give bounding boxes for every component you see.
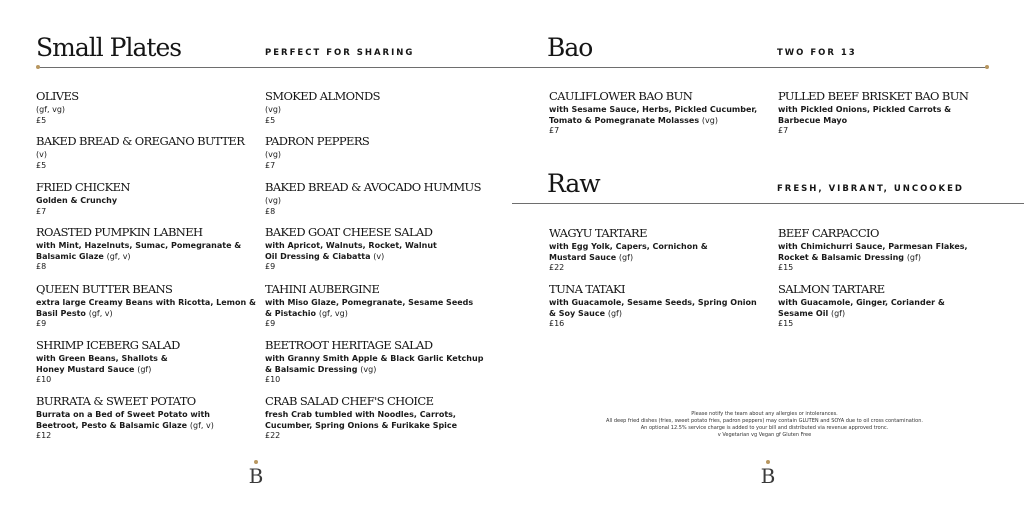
item-name: QUEEN BUTTER BEANS: [36, 282, 173, 296]
item-description: with Guacamole, Ginger, Coriander & Sesame Oil (gf): [778, 298, 945, 318]
item-price: £5: [265, 115, 276, 125]
item-name: WAGYU TARTARE: [549, 226, 647, 240]
footnote-line: All deep fried dishes (fries, sweet potato fries, padron peppers) may contain GLUTEN and SOYA due to oil cross contamination.: [606, 418, 923, 424]
bao-subtitle: TWO FOR 13: [777, 48, 857, 58]
raw-subtitle: FRESH, VIBRANT, UNCOOKED: [777, 184, 964, 194]
bao-title: Bao: [547, 33, 593, 62]
item-price: £16: [549, 319, 565, 328]
item-name: SHRIMP ICEBERG SALAD: [36, 338, 180, 352]
item-name: BAKED BREAD & AVOCADO HUMMUS: [265, 180, 481, 194]
menu-item: [265, 135, 505, 171]
menu-item: [36, 181, 276, 217]
brand-logo: [246, 460, 266, 490]
menu-item: [549, 227, 789, 274]
item-tags: (vg): [265, 196, 282, 205]
small-plates-rule: [38, 67, 512, 68]
raw-title: Raw: [547, 169, 600, 198]
item-description: Burrata on a Bed of Sweet Potato with Beetroot, Pesto & Balsamic Glaze (gf, v): [36, 410, 214, 430]
item-description: Golden & Crunchy: [36, 196, 118, 205]
item-price: £9: [36, 319, 47, 328]
item-tags: (vg): [265, 150, 282, 159]
brand-logo: [758, 460, 778, 490]
menu-item: [778, 90, 1018, 137]
item-name: FRIED CHICKEN: [36, 180, 130, 194]
item-price: £8: [265, 206, 276, 216]
rule-dot: [36, 65, 40, 69]
item-description: with Egg Yolk, Capers, Cornichon & Mustard Sauce (gf): [549, 242, 708, 262]
item-tags: (v): [36, 150, 47, 159]
menu-item: [778, 283, 1018, 330]
item-price: £7: [36, 206, 47, 216]
item-price: £22: [265, 431, 281, 440]
item-price: £10: [265, 375, 281, 384]
item-price: £8: [36, 262, 47, 271]
item-price: £7: [549, 126, 560, 135]
item-name: BAKED GOAT CHEESE SALAD: [265, 225, 433, 239]
item-name: PADRON PEPPERS: [265, 134, 370, 148]
menu-item: [778, 227, 1018, 274]
item-name: BURRATA & SWEET POTATO: [36, 394, 196, 408]
menu-item: [265, 283, 505, 330]
item-price: £22: [549, 263, 565, 272]
footnote-line: Please notify the team about any allergies or intolerances.: [691, 411, 838, 417]
menu-item: [36, 395, 276, 442]
logo-letter: B: [248, 464, 264, 488]
item-name: SMOKED ALMONDS: [265, 89, 380, 103]
menu-item: [265, 181, 505, 217]
footnote-line: An optional 12.5% service charge is added to your bill and distributed via revenue approved tronc.: [640, 425, 889, 431]
item-name: ROASTED PUMPKIN LABNEH: [36, 225, 203, 239]
raw-rule: [512, 203, 1024, 204]
item-description: with Miso Glaze, Pomegranate, Sesame Seeds & Pistachio (gf, vg): [265, 298, 474, 318]
item-name: BAKED BREAD & OREGANO BUTTER: [36, 134, 245, 148]
menu-item: [36, 226, 276, 273]
item-price: £5: [36, 160, 47, 170]
menu-item: [265, 395, 505, 442]
item-price: £7: [778, 126, 789, 135]
item-name: CAULIFLOWER BAO BUN: [549, 89, 693, 103]
item-price: £10: [36, 375, 52, 384]
item-price: £7: [265, 160, 276, 170]
menu-item: [36, 135, 276, 171]
item-price: £9: [265, 319, 276, 328]
item-tags: (vg): [265, 105, 282, 114]
item-price: £12: [36, 431, 52, 440]
menu-item: [265, 90, 505, 126]
item-description: fresh Crab tumbled with Noodles, Carrots, Cucumber, Spring Onions & Furikake Spice: [265, 410, 458, 430]
menu-item: [549, 90, 789, 137]
item-description: extra large Creamy Beans with Ricotta, Lemon & Basil Pesto (gf, v): [36, 298, 256, 318]
menu-item: [265, 339, 505, 386]
logo-letter: B: [760, 464, 776, 488]
rule-dot: [985, 65, 989, 69]
footnote-line: v Vegetarian vg Vegan gf Gluten Free: [717, 432, 812, 438]
menu-item: [549, 283, 789, 330]
item-price: £9: [265, 262, 276, 271]
item-description: with Green Beans, Shallots & Honey Mustard Sauce (gf): [36, 354, 168, 374]
item-description: with Mint, Hazelnuts, Sumac, Pomegranate & Balsamic Glaze (gf, v): [36, 241, 242, 261]
menu-item: [36, 90, 276, 126]
right-page: [512, 0, 1024, 512]
small-plates-subtitle: PERFECT FOR SHARING: [265, 48, 415, 58]
item-name: TUNA TATAKI: [549, 282, 625, 296]
item-description: with Apricot, Walnuts, Rocket, Walnut Oil Dressing & Ciabatta (v): [265, 241, 437, 261]
bao-rule: [512, 67, 987, 68]
item-description: with Granny Smith Apple & Black Garlic Ketchup & Balsamic Dressing (vg): [265, 354, 484, 374]
item-name: BEEF CARPACCIO: [778, 226, 879, 240]
item-price: £15: [778, 263, 794, 272]
menu-item: [36, 283, 276, 330]
menu-item: [265, 226, 505, 273]
small-plates-title: Small Plates: [36, 33, 182, 62]
item-description: with Pickled Onions, Pickled Carrots & Barbecue Mayo: [778, 105, 952, 125]
item-name: BEETROOT HERITAGE SALAD: [265, 338, 433, 352]
item-name: SALMON TARTARE: [778, 282, 885, 296]
allergy-footnote: [572, 411, 957, 439]
item-description: with Sesame Sauce, Herbs, Pickled Cucumber, Tomato & Pomegranate Molasses (vg): [549, 105, 758, 125]
item-description: with Chimichurri Sauce, Parmesan Flakes, Rocket & Balsamic Dressing (gf): [778, 242, 968, 262]
item-name: TAHINI AUBERGINE: [265, 282, 380, 296]
item-price: £5: [36, 115, 47, 125]
item-name: PULLED BEEF BRISKET BAO BUN: [778, 89, 969, 103]
item-price: £15: [778, 319, 794, 328]
menu-item: [36, 339, 276, 386]
item-description: with Guacamole, Sesame Seeds, Spring Onion & Soy Sauce (gf): [549, 298, 757, 318]
item-name: CRAB SALAD CHEF'S CHOICE: [265, 394, 434, 408]
item-tags: (gf, vg): [36, 105, 66, 114]
item-name: OLIVES: [36, 89, 79, 103]
